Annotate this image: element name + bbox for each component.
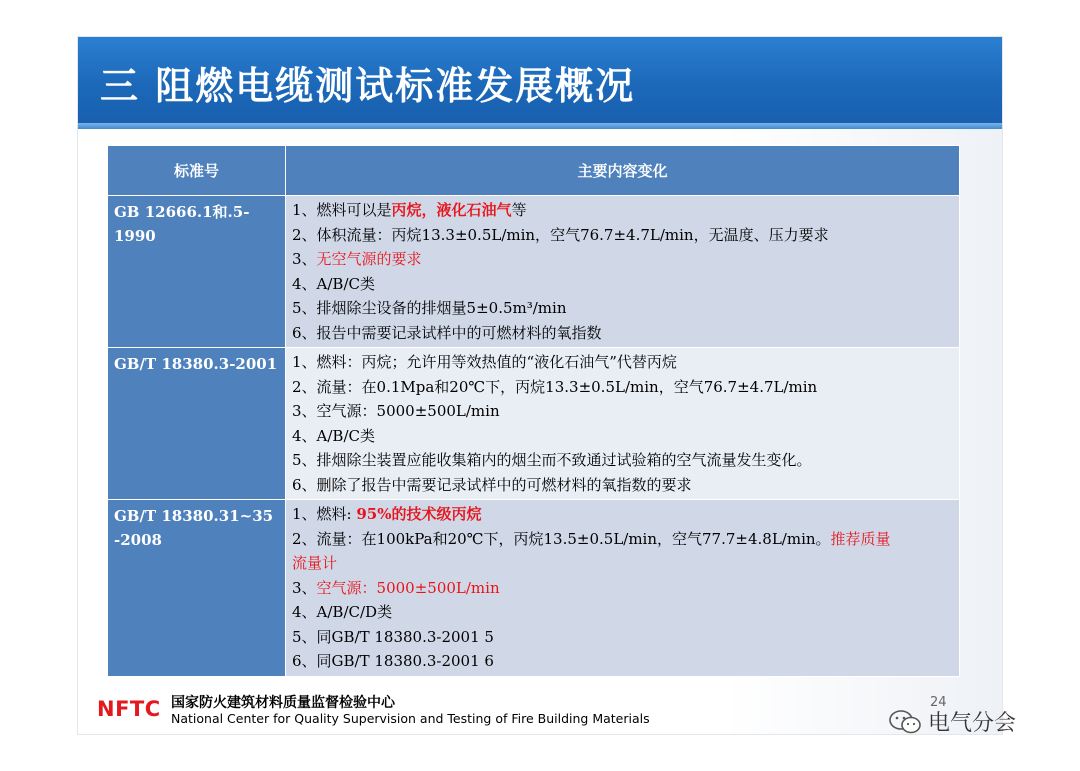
change-text: 丙烷，液化石油气 [391, 201, 512, 219]
change-item [292, 625, 953, 650]
change-text: 3、 [292, 578, 317, 597]
standards-table [107, 145, 960, 677]
change-text: 6、删除了报告中需要记录试样中的可燃材料的氧指数的要求 [292, 475, 692, 494]
slide [78, 37, 1002, 734]
change-text: 1、燃料: [292, 505, 357, 523]
standard-code: GB/T 18380.3-2001 [108, 348, 286, 500]
change-item [292, 551, 953, 576]
change-item [292, 527, 953, 552]
change-item [292, 502, 953, 527]
table-row [108, 500, 960, 677]
change-text: 2、流量：在0.1Mpa和20℃下，丙烷13.3±0.5L/min，空气76.7±4.7L/min [292, 377, 818, 396]
change-text: 无空气源的要求 [316, 250, 422, 268]
watermark [888, 706, 1016, 737]
change-text: 4、A/B/C类 [292, 274, 375, 293]
footer-org-cn: 国家防火建筑材料质量监督检验中心 [171, 695, 395, 711]
change-item [292, 448, 953, 473]
wechat-icon [888, 709, 922, 735]
change-item [292, 272, 953, 297]
change-item [292, 375, 953, 400]
changes-cell [286, 500, 960, 677]
change-text: 流量计 [292, 554, 338, 572]
title-bar [78, 37, 1002, 129]
change-item [292, 350, 953, 375]
change-item [292, 296, 953, 321]
change-text: 95%的技术级丙烷 [356, 505, 482, 523]
change-text: 2、体积流量：丙烷13.3±0.5L/min，空气76.7±4.7L/min，无温度、压力要求 [292, 225, 829, 244]
standard-code: GB 12666.1和.5-1990 [108, 196, 286, 348]
change-text: 1、燃料可以是 [292, 201, 392, 219]
change-text: 5、排烟除尘设备的排烟量5±0.5m³/min [292, 299, 567, 317]
page-number: 24 [930, 695, 947, 710]
header-main-changes: 主要内容变化 [286, 146, 960, 196]
change-text: 3、 [292, 250, 317, 268]
change-text: 5、同GB/T 18380.3-2001 5 [292, 627, 494, 646]
slide-title: 三 阻燃电缆测试标准发展概况 [100, 64, 636, 108]
table-row [108, 196, 960, 348]
change-item [292, 247, 953, 272]
change-item [292, 399, 953, 424]
change-item [292, 473, 953, 498]
change-text: 2、流量：在100kPa和20℃下，丙烷13.5±0.5L/min，空气77.7±4.8L/min。 [292, 529, 831, 548]
footer-org-en: National Center for Quality Supervision and Testing of Fire Building Materials [171, 711, 650, 726]
change-text: 4、A/B/C类 [292, 426, 375, 445]
change-item [292, 576, 953, 601]
change-text: 1、燃料：丙烷；允许用等效热值的“液化石油气”代替丙烷 [292, 353, 677, 371]
change-item [292, 321, 953, 346]
table-row [108, 348, 960, 500]
change-item [292, 424, 953, 449]
changes-cell [286, 196, 960, 348]
change-item [292, 600, 953, 625]
table-header-row [108, 146, 960, 196]
nftc-logo: NFTC [97, 697, 161, 721]
header-standard-no: 标准号 [108, 146, 286, 196]
change-text: 5、排烟除尘装置应能收集箱内的烟尘而不致通过试验箱的空气流量发生变化。 [292, 451, 812, 469]
change-text: 6、同GB/T 18380.3-2001 6 [292, 652, 494, 670]
watermark-text: 电气分会 [928, 711, 1017, 736]
change-text: 6、报告中需要记录试样中的可燃材料的氧指数 [292, 323, 602, 342]
change-text: 等 [511, 201, 527, 219]
change-item [292, 198, 953, 223]
change-text: 推荐质量 [830, 529, 891, 548]
change-text: 空气源：5000±500L/min [316, 578, 500, 597]
change-text: 4、A/B/C/D类 [292, 603, 393, 621]
changes-cell [286, 348, 960, 500]
change-item [292, 223, 953, 248]
standard-code: GB/T 18380.31~35 -2008 [108, 500, 286, 677]
change-item [292, 649, 953, 674]
change-text: 3、空气源：5000±500L/min [292, 402, 500, 420]
standards-table-wrapper [107, 145, 959, 677]
